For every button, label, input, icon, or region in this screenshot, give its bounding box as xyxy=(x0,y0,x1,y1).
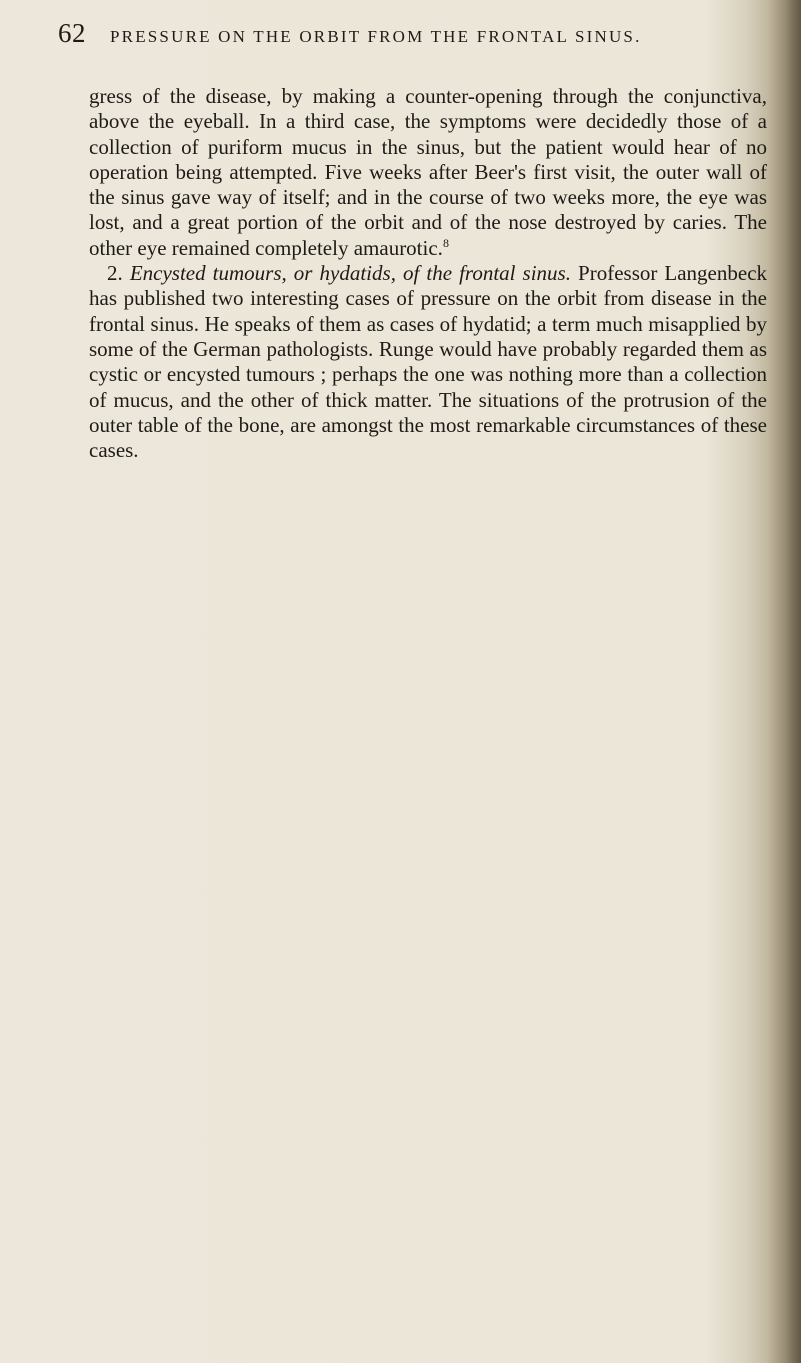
footnote-marker: 8 xyxy=(442,235,449,250)
section-text: Professor Langenbeck has published two interesting cases of pressure on the orbit from disease in the frontal sinus. He speaks of them as cases of hydatid; a term much misapplied by some of the German pathologists. Runge would have probably regarded them as cystic or encysted tumours ; perhaps the one was nothing more than a collection of mucus, and the other of thick matter. The situations of the protrusion of the outer table of the bone, are amongst the most remarkable circumstances of these cases. xyxy=(89,261,768,463)
section-paragraph xyxy=(89,261,767,463)
binding-shadow xyxy=(767,0,801,1363)
running-head xyxy=(58,18,758,58)
page-number: 62 xyxy=(58,18,86,48)
main-text xyxy=(89,84,767,466)
paragraph-continuation xyxy=(89,84,767,261)
section-number: 2. xyxy=(107,261,123,286)
section-heading: Encysted tumours, or hydatids, of the frontal sinus. xyxy=(129,261,571,286)
paragraph-text: gress of the disease, by making a counter-opening through the conjunctiva, above the eyeball. In a third case, the symptoms were decidedly those of a collection of puriform mucus in the sinus, but the patient would hear of no operation being attempted. Five weeks after Beer's first visit, the outer wall of the sinus gave way of itself; and in the course of two weeks more, the eye was lost, and a great portion of the orbit and of the nose destroyed by caries. The other eye remained completely amaurotic. xyxy=(89,84,767,260)
running-title: PRESSURE ON THE ORBIT FROM THE FRONTAL SINUS. xyxy=(110,27,642,46)
